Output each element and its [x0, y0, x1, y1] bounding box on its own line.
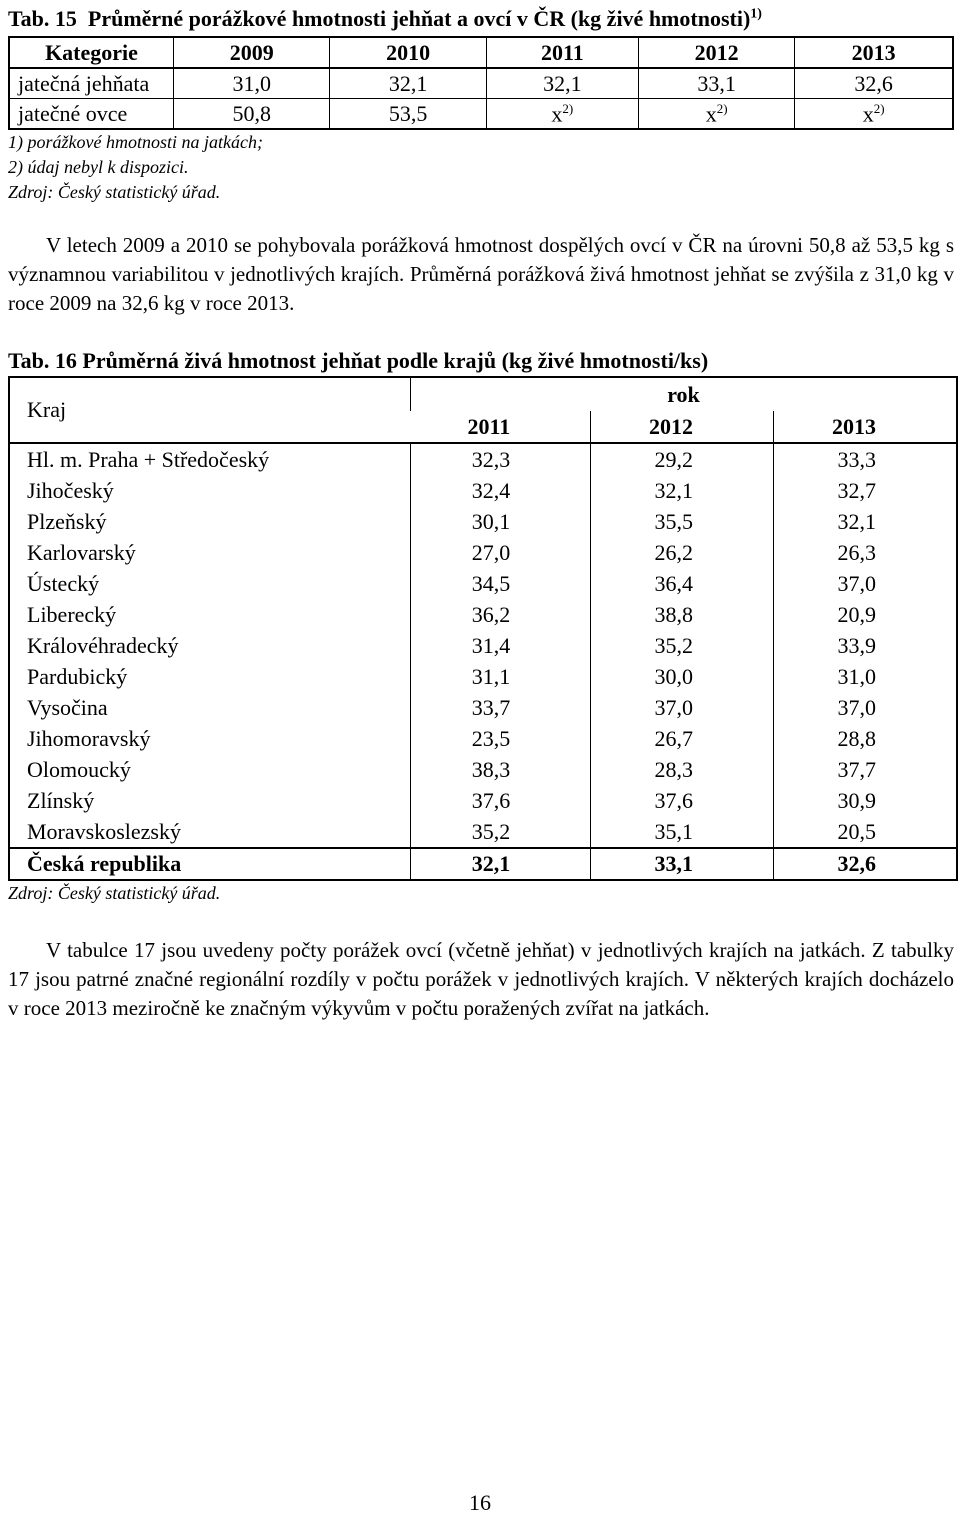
- table-row: [9, 568, 957, 599]
- row-label: Jihočeský: [27, 477, 114, 503]
- cell-value: x: [551, 101, 563, 127]
- table-cell: 29,2: [591, 443, 774, 475]
- table-cell: 31,4: [411, 630, 591, 661]
- row-label: Královéhradecký: [27, 632, 179, 658]
- table-cell: 35,5: [591, 506, 774, 537]
- table-cell: 33,1: [591, 848, 774, 880]
- table-cell: 37,6: [411, 785, 591, 816]
- table-cell: 32,7: [774, 475, 958, 506]
- table-row: [9, 443, 957, 475]
- row-label: Vysočina: [27, 694, 108, 720]
- table-cell: 30,9: [774, 785, 958, 816]
- table-row: [9, 599, 957, 630]
- tab16-year-cell: 2013: [774, 411, 958, 443]
- table-cell: 32,1: [330, 68, 486, 99]
- paragraph-2-text: V tabulce 17 jsou uvedeny počty porážek ovcí (včetně jehňat) v jednotlivých krajích na jatkách. Z tabulky 17 jsou patrné značné regionální rozdíly v počtu porážek v jednotlivých krajích. V některých krajích docházelo v roce 2013 meziročně ke značným výkyvům v počtu poražených zvířat na jatkách.: [8, 938, 954, 1020]
- row-label: Karlovarský: [27, 539, 136, 565]
- tab16-kraj-header: Kraj: [9, 377, 411, 443]
- tab16-year-cell: 2011: [411, 411, 591, 443]
- table-cell: 28,8: [774, 723, 958, 754]
- table-cell: 30,0: [591, 661, 774, 692]
- tab15-caption-label: Tab. 15: [8, 6, 77, 31]
- tab15-header-cell: 2011: [486, 37, 638, 68]
- table-cell: 23,5: [411, 723, 591, 754]
- tab16-caption: Tab. 16 Průměrná živá hmotnost jehňat podle krajů (kg živé hmotnosti/ks): [8, 348, 709, 373]
- tab16-total-row: [9, 848, 957, 880]
- table-row: [9, 692, 957, 723]
- table-row: [9, 99, 953, 130]
- table-cell: 37,6: [591, 785, 774, 816]
- tab15-table: [8, 36, 954, 130]
- table-row: [9, 661, 957, 692]
- tab15-header-row: [9, 37, 953, 68]
- table-cell: 33,3: [774, 443, 958, 475]
- table-cell: 38,3: [411, 754, 591, 785]
- table-cell: 31,0: [774, 661, 958, 692]
- table-cell: [638, 99, 794, 130]
- cell-value: x: [705, 101, 717, 127]
- table-cell: 26,3: [774, 537, 958, 568]
- tab15-note-2: 2) údaj nebyl k dispozici.: [8, 157, 189, 177]
- table-row: [9, 475, 957, 506]
- table-cell: 28,3: [591, 754, 774, 785]
- row-label: jatečné ovce: [9, 99, 174, 130]
- row-label: Pardubický: [27, 663, 128, 689]
- table-cell: 37,0: [774, 692, 958, 723]
- table-cell: 20,5: [774, 816, 958, 848]
- cell-footnote: 2): [873, 100, 885, 116]
- row-label: Olomoucký: [27, 756, 131, 782]
- table-cell: 20,9: [774, 599, 958, 630]
- table-cell: [795, 99, 953, 130]
- table-cell: 35,2: [411, 816, 591, 848]
- cell-footnote: 2): [716, 100, 728, 116]
- table-cell: 35,2: [591, 630, 774, 661]
- table-cell: 34,5: [411, 568, 591, 599]
- table-row: [9, 785, 957, 816]
- tab16-header-row: [9, 377, 957, 411]
- tab16-year-cell: 2012: [591, 411, 774, 443]
- tab15-header-cell: 2012: [638, 37, 794, 68]
- table-cell: 33,1: [638, 68, 794, 99]
- table-row: [9, 754, 957, 785]
- tab15-header-cell: 2013: [795, 37, 953, 68]
- table-row: [9, 68, 953, 99]
- tab15-header-cell: 2009: [174, 37, 330, 68]
- table-cell: [486, 99, 638, 130]
- row-label: Liberecký: [27, 601, 117, 627]
- tab15-header-cell: 2010: [330, 37, 486, 68]
- table-cell: 32,1: [591, 475, 774, 506]
- table-cell: 30,1: [411, 506, 591, 537]
- row-label: jatečná jehňata: [9, 68, 174, 99]
- table-row: [9, 723, 957, 754]
- table-cell: 32,1: [411, 848, 591, 880]
- table-cell: 50,8: [174, 99, 330, 130]
- row-label: Česká republika: [9, 848, 411, 880]
- row-label: Zlínský: [27, 787, 95, 813]
- tab15-caption-text: Průměrné porážkové hmotnosti jehňat a ovcí v ČR (kg živé hmotnosti): [87, 6, 751, 31]
- table-cell: 32,6: [795, 68, 953, 99]
- tab16-table: [8, 376, 958, 881]
- table-cell: 38,8: [591, 599, 774, 630]
- table-cell: 36,4: [591, 568, 774, 599]
- table-cell: 32,4: [411, 475, 591, 506]
- tab16-rok-header: rok: [411, 377, 958, 411]
- table-cell: 37,0: [774, 568, 958, 599]
- tab16-source: Zdroj: Český statistický úřad.: [8, 883, 221, 903]
- tab15-caption: [8, 6, 762, 32]
- tab15-header-cell: Kategorie: [9, 37, 174, 68]
- table-cell: 53,5: [330, 99, 486, 130]
- table-cell: 36,2: [411, 599, 591, 630]
- paragraph-1-text: V letech 2009 a 2010 se pohybovala porážková hmotnost dospělých ovcí v ČR na úrovni 50,8 až 53,5 kg s významnou variabilitou v jednotlivých krajích. Průměrná porážková živá hmotnost jehňat se zvýšila z 31,0 kg v roce 2009 na 32,6 kg v roce 2013.: [8, 233, 954, 315]
- paragraph-2: [8, 936, 954, 1023]
- table-cell: 32,1: [486, 68, 638, 99]
- row-label: Plzeňský: [27, 508, 107, 534]
- table-row: [9, 506, 957, 537]
- row-label: Hl. m. Praha + Středočeský: [27, 446, 270, 472]
- row-label: Moravskoslezský: [27, 818, 181, 844]
- cell-value: x: [862, 101, 874, 127]
- tab15-caption-footnote: 1): [750, 6, 762, 22]
- table-cell: 33,9: [774, 630, 958, 661]
- table-cell: 32,1: [774, 506, 958, 537]
- page-number: 16: [469, 1490, 491, 1515]
- row-label: Ústecký: [27, 570, 100, 596]
- table-row: [9, 537, 957, 568]
- table-cell: 37,7: [774, 754, 958, 785]
- paragraph-1: [8, 231, 954, 318]
- tab15-source: Zdroj: Český statistický úřad.: [8, 182, 221, 202]
- table-cell: 35,1: [591, 816, 774, 848]
- table-cell: 37,0: [591, 692, 774, 723]
- table-cell: 32,6: [774, 848, 958, 880]
- cell-footnote: 2): [562, 100, 574, 116]
- table-cell: 26,2: [591, 537, 774, 568]
- table-cell: 26,7: [591, 723, 774, 754]
- row-label: Jihomoravský: [27, 725, 151, 751]
- tab15-note-1: 1) porážkové hmotnosti na jatkách;: [8, 132, 263, 152]
- table-cell: 31,1: [411, 661, 591, 692]
- table-cell: 33,7: [411, 692, 591, 723]
- table-row: [9, 630, 957, 661]
- table-row: [9, 816, 957, 848]
- tab16-body: [9, 443, 957, 848]
- table-cell: 31,0: [174, 68, 330, 99]
- table-cell: 27,0: [411, 537, 591, 568]
- table-cell: 32,3: [411, 443, 591, 475]
